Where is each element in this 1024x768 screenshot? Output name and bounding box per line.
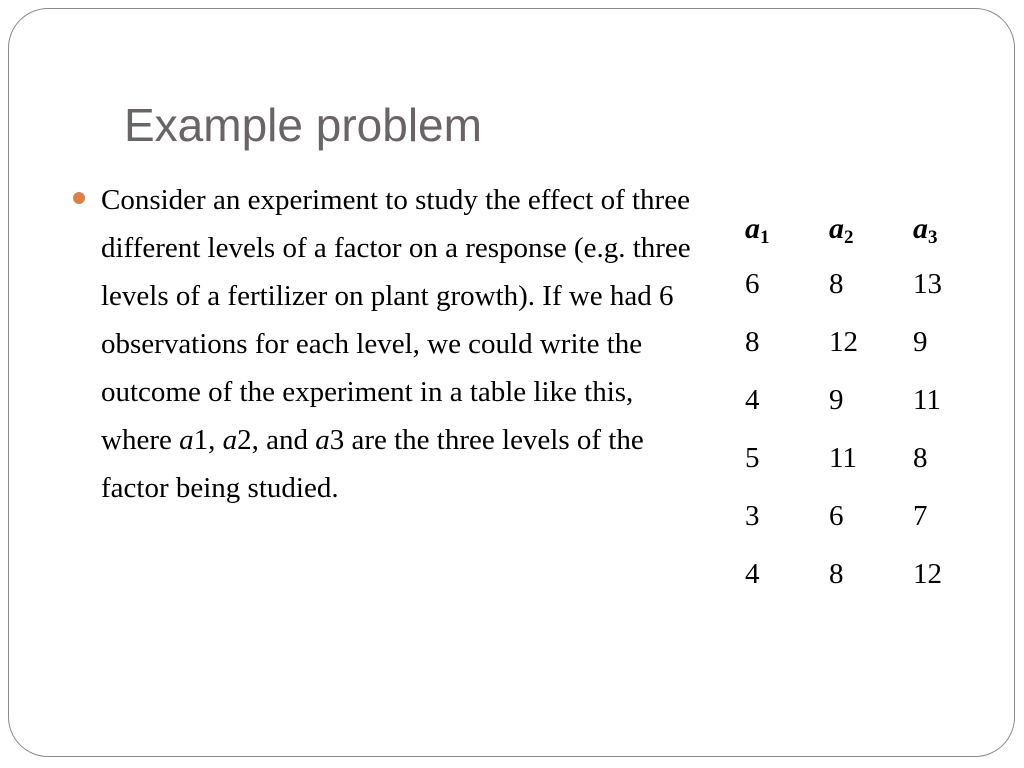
column-header-subscript: 2 (844, 226, 854, 248)
table-cell: 6 (829, 499, 844, 532)
column-header-base: a (913, 211, 928, 245)
table-cell: 4 (745, 383, 760, 416)
table-body (737, 255, 973, 603)
table-row (737, 545, 973, 603)
slide (8, 8, 1015, 757)
column-header (829, 205, 913, 255)
table-row (737, 371, 973, 429)
table-cell: 3 (745, 499, 760, 532)
column-header-base: a (829, 211, 844, 245)
column-header-subscript: 1 (760, 226, 770, 248)
table-row (737, 487, 973, 545)
slide-title: Example problem (124, 99, 482, 151)
bullet-dot-icon (73, 192, 85, 204)
bullet-text-segment: 2, and (237, 424, 316, 456)
column-header-subscript: 3 (928, 226, 938, 248)
table-cell: 12 (913, 557, 942, 590)
table-cell: 5 (745, 441, 760, 474)
bullet-text-segment: a (222, 424, 238, 456)
bullet-text-segment: Consider an experiment to study the effect of three different levels of a factor on a response (e.g. three levels of a fertilizer on plant growth). If we had 6 observations for each level, we could write the outcome of the experiment in a table like this, where (101, 184, 691, 456)
column-header (913, 205, 973, 255)
table-cell: 9 (913, 325, 928, 358)
column-header (737, 205, 829, 255)
bullet-text-segment: 3 are the three levels of the factor being studied. (101, 424, 644, 504)
table-cell: 13 (913, 267, 942, 300)
table-cell: 9 (829, 383, 844, 416)
table-row (737, 429, 973, 487)
bullet-text (101, 176, 701, 512)
data-table (737, 205, 973, 603)
bullet-text-segment: a (179, 424, 194, 456)
table-cell: 6 (745, 267, 760, 300)
table-cell: 8 (829, 557, 844, 590)
table-cell: 7 (913, 499, 928, 532)
table-cell: 8 (913, 441, 928, 474)
table-cell: 12 (829, 325, 858, 358)
table-row (737, 255, 973, 313)
table-cell: 8 (745, 325, 760, 358)
column-header-base: a (745, 211, 760, 245)
table-cell: 4 (745, 557, 760, 590)
bullet-text-segment: 1, (193, 424, 223, 456)
table-cell: 11 (829, 441, 857, 474)
bullet-text-segment: a (315, 424, 330, 456)
table-header-row (737, 205, 973, 255)
table-row (737, 313, 973, 371)
table-cell: 11 (913, 383, 941, 416)
table-cell: 8 (829, 267, 844, 300)
